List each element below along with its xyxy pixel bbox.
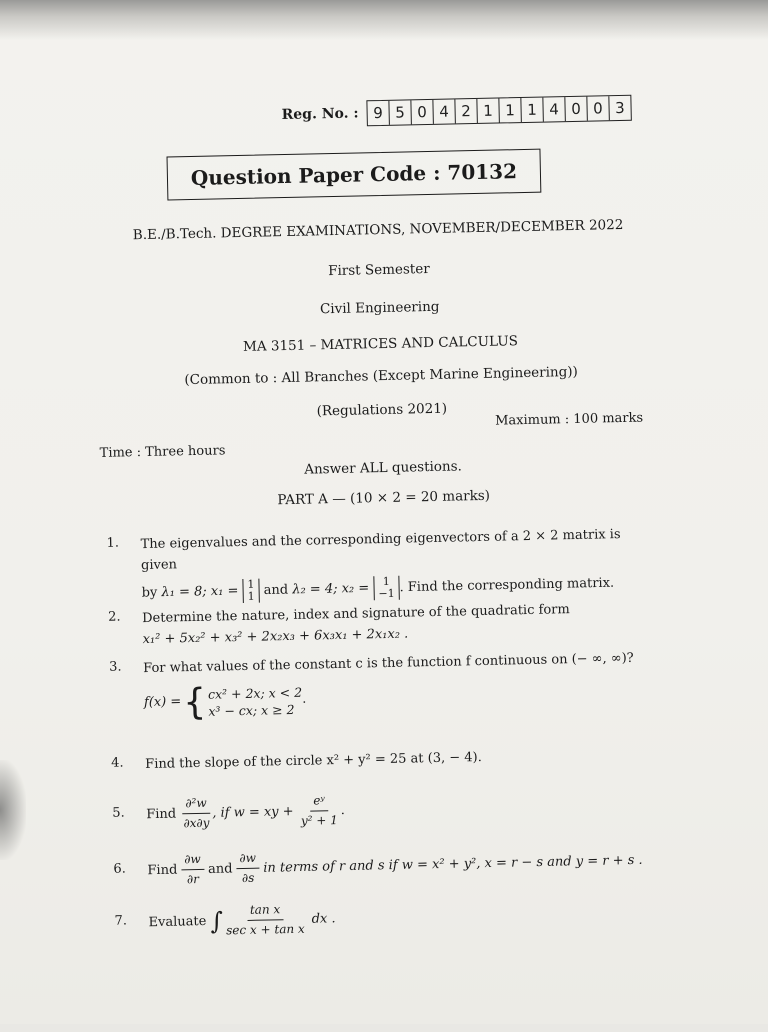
common-to: (Common to : All Branches (Except Marine Engineering)) (184, 363, 579, 389)
eigenvector-2 (373, 575, 400, 600)
partial-w-s (236, 849, 259, 889)
question-tail: in terms of r and s if w = x² + y², x = r − s and y = r + s . (263, 852, 643, 876)
question-number: 5. (112, 805, 125, 821)
denominator: ∂r (186, 872, 200, 887)
denominator: ∂x∂y (183, 815, 210, 831)
question-text: The eigenvalues and the corresponding eigenvectors of a 2 × 2 matrix is given (140, 527, 621, 573)
question-number: 2. (107, 609, 121, 625)
reg-digit: 1 (521, 98, 543, 122)
vec-entry: −1 (378, 586, 395, 600)
reg-digit: 3 (615, 98, 625, 118)
question-text: Find the slope of the circle x² + y² = 25 at (3, − 4). (145, 750, 482, 773)
numerator: eʸ (310, 791, 328, 812)
reg-digit: 0 (411, 100, 433, 124)
integrand (223, 900, 308, 941)
reg-digit: 4 (433, 99, 455, 123)
question-number: 4. (111, 755, 124, 771)
case-2: x³ − cx; x ≥ 2 (208, 701, 295, 719)
numerator: ∂w (181, 850, 204, 871)
reg-digit: 5 (389, 100, 411, 124)
question-7 (114, 892, 674, 938)
reg-digit: 1 (477, 98, 499, 122)
differential: dx . (311, 911, 336, 927)
function-lhs: f(x) = (143, 694, 182, 711)
piecewise-function (143, 681, 307, 724)
quadratic-form: x₁² + 5x₂² + x₃² + 2x₂x₃ + 6x₃x₁ + 2x₁x₂ . (142, 626, 409, 647)
question-1 (106, 524, 666, 603)
eigen-pair-2: λ₂ = 4; x₂ = (292, 580, 370, 598)
second-partial (180, 794, 213, 834)
denominator: y² + 1 (300, 813, 338, 828)
vec-entry: 1 (247, 577, 255, 591)
question-number: 7. (114, 913, 128, 929)
word-and: and (263, 582, 289, 598)
reg-digit: 0 (587, 96, 609, 120)
denominator: sec x + tan x (226, 921, 305, 938)
vec-entry: 1 (247, 589, 255, 603)
eigen-pair-1: λ₁ = 8; x₁ = (161, 583, 239, 600)
reg-label: Reg. No. : (281, 105, 359, 124)
cases (208, 684, 303, 720)
question-6 (113, 840, 673, 887)
question-text: Determine the nature, index and signature of the quadratic form (142, 602, 570, 627)
reg-digit: 9 (367, 101, 389, 125)
question-4 (111, 744, 671, 773)
question-5 (112, 784, 672, 831)
eigenvector-1 (242, 578, 259, 602)
brace-glyph: { (182, 681, 207, 724)
reg-digit: 2 (455, 99, 477, 123)
reg-digit: 0 (565, 97, 587, 121)
time-allowed: Time : Three hours (99, 443, 226, 461)
regulations: (Regulations 2021) (316, 400, 448, 420)
question-body (145, 744, 665, 776)
case-1: cx² + 2x; x < 2 (207, 684, 303, 702)
part-a-heading: PART A — (10 × 2 = 20 marks) (277, 487, 491, 509)
numerator: tan x (247, 900, 284, 921)
question-tail: . Find the corresponding matrix. (399, 575, 615, 595)
reg-digit: 1 (499, 98, 521, 122)
instruction: Answer ALL questions. (304, 458, 463, 478)
reg-digit: 4 (543, 97, 565, 121)
reg-number (281, 95, 631, 128)
exam-title: B.E./B.Tech. DEGREE EXAMINATIONS, NOVEMBER/DECEMBER 2022 (132, 216, 624, 244)
word-find: Find (147, 862, 178, 879)
question-paper-code: Question Paper Code : 70132 (167, 149, 542, 201)
vec-entry: 1 (382, 574, 390, 588)
question-number: 3. (109, 659, 122, 675)
word-and: and (207, 861, 233, 877)
function-def: , if w = xy + (212, 804, 294, 821)
question-number: 1. (106, 535, 120, 551)
question-3 (109, 648, 669, 724)
maximum-marks: Maximum : 100 marks (494, 410, 644, 429)
numerator: ∂²w (182, 794, 210, 815)
numerator: ∂w (236, 849, 259, 870)
question-text: For what values of the constant c is the function f continuous on (− ∞, ∞)? (143, 650, 634, 677)
course-title: MA 3151 – MATRICES AND CALCULUS (242, 333, 519, 355)
question-body (146, 784, 667, 834)
partial-w-r (181, 850, 204, 890)
question-number: 6. (113, 861, 126, 877)
department: Civil Engineering (319, 298, 440, 318)
question-body (147, 840, 668, 890)
period: . (340, 803, 345, 819)
question-body (142, 598, 663, 650)
word-find: Find (146, 806, 177, 823)
reg-number-boxes (366, 95, 631, 127)
semester: First Semester (327, 260, 430, 280)
integral-sign: ∫ (210, 906, 224, 936)
denominator: ∂s (241, 870, 255, 886)
question-body (140, 524, 661, 604)
question-body (143, 648, 664, 722)
period: . (302, 692, 307, 708)
word-evaluate: Evaluate (148, 913, 207, 931)
question-body (148, 892, 669, 942)
word-by: by (141, 584, 158, 601)
fraction-term (297, 791, 341, 831)
